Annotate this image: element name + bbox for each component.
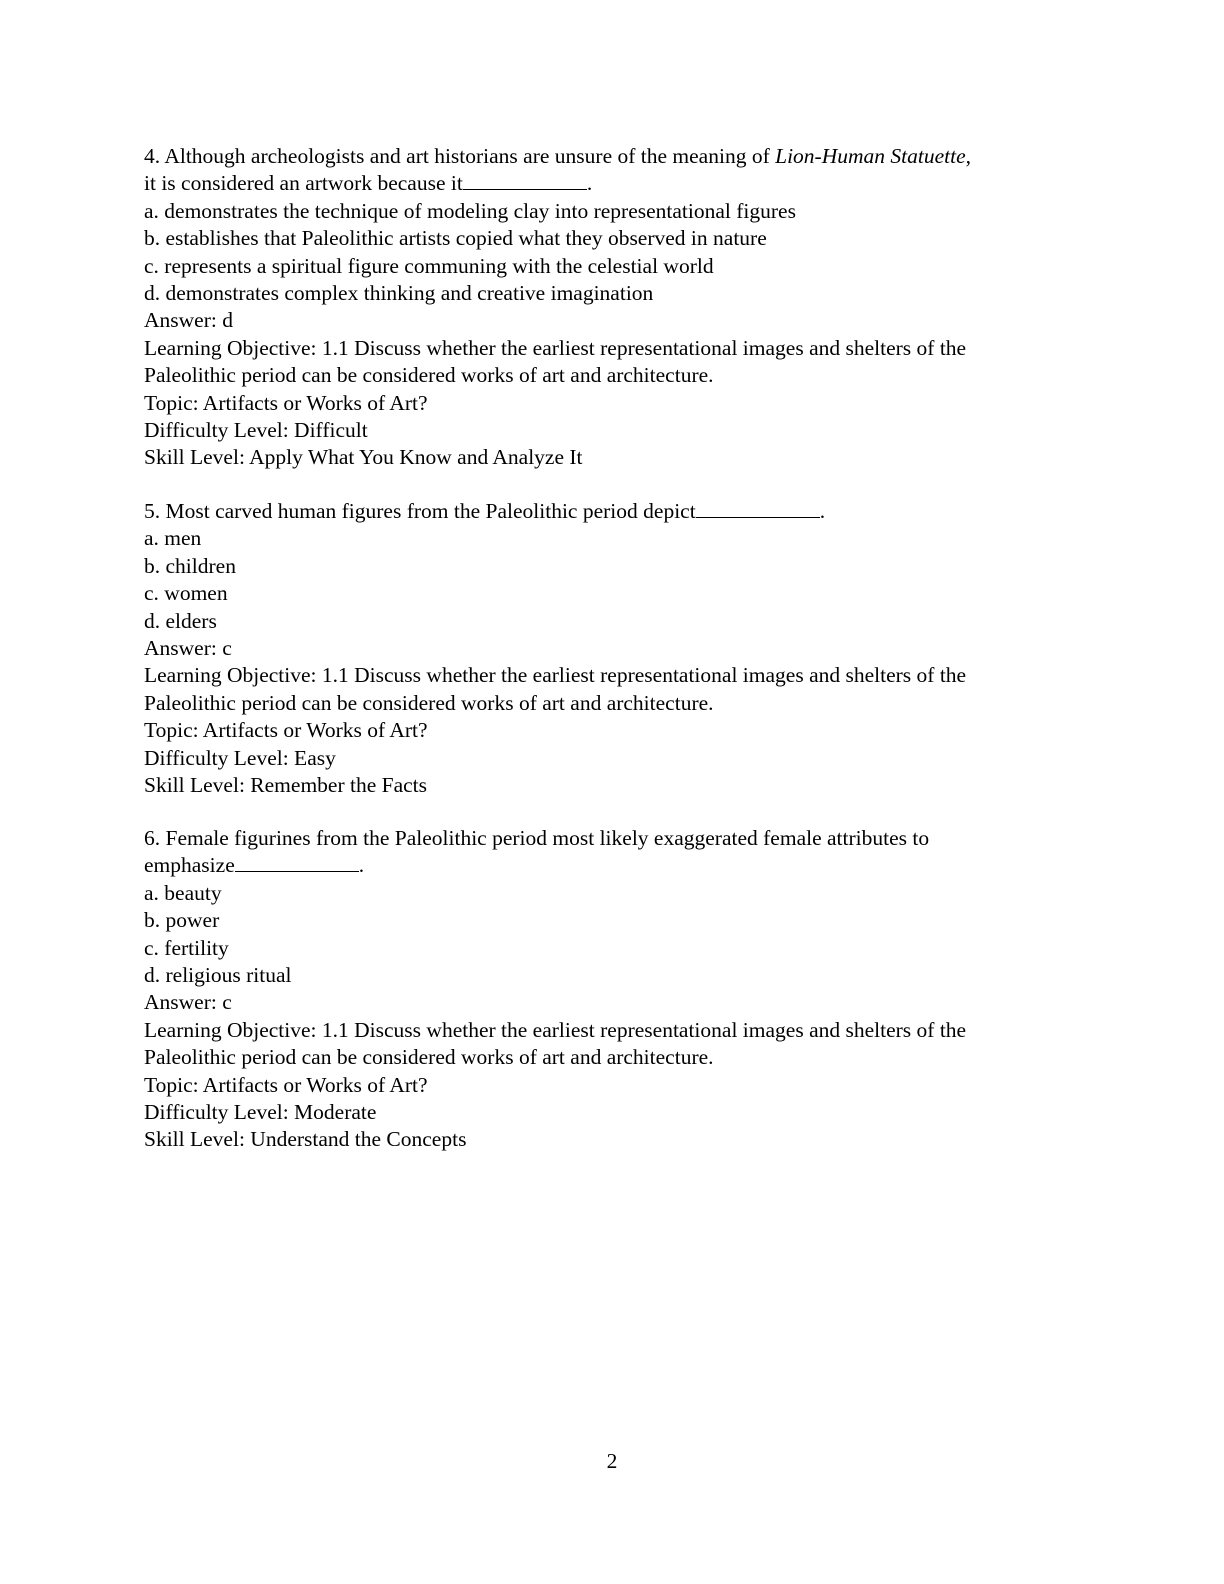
learning-objective-continued: Paleolithic period can be considered works of art and architecture. [144, 1045, 714, 1070]
question-stem: 4. Although archeologists and art historians are unsure of the meaning of Lion-Human Statuette, [144, 144, 971, 168]
option-d: d. religious ritual [144, 963, 292, 988]
option-a: a. beauty [144, 880, 222, 905]
option-c: c. fertility [144, 935, 229, 960]
question-stem: 5. Most carved human figures from the Paleolithic period depict . [144, 499, 826, 523]
question-6 [144, 825, 1084, 1154]
option-c: c. women [144, 581, 228, 606]
option-b: b. power [144, 908, 220, 933]
answer: Answer: c [144, 990, 232, 1015]
page-number: 2 [606, 1449, 618, 1473]
question-5 [144, 498, 1084, 799]
question-4 [144, 143, 1084, 472]
learning-objective-continued: Paleolithic period can be considered works of art and architecture. [144, 363, 714, 388]
option-c: c. represents a spiritual figure communing with the celestial world [144, 253, 714, 278]
answer-blank [696, 498, 820, 518]
question-stem-continued: it is considered an artwork because it . [144, 171, 593, 196]
option-d: d. elders [144, 608, 217, 633]
answer-blank [235, 852, 359, 872]
topic: Topic: Artifacts or Works of Art? [144, 718, 428, 743]
difficulty-level: Difficulty Level: Easy [144, 745, 336, 770]
topic: Topic: Artifacts or Works of Art? [144, 1072, 428, 1097]
question-stem-continued: emphasize . [144, 853, 365, 878]
topic: Topic: Artifacts or Works of Art? [144, 390, 428, 415]
option-b: b. establishes that Paleolithic artists copied what they observed in nature [144, 226, 767, 251]
skill-level: Skill Level: Understand the Concepts [144, 1127, 467, 1152]
question-stem: 6. Female figurines from the Paleolithic period most likely exaggerated female attributes to [144, 826, 930, 850]
artwork-title: Lion-Human Statuette [775, 144, 966, 168]
skill-level: Skill Level: Remember the Facts [144, 773, 428, 798]
answer: Answer: d [144, 308, 233, 333]
answer: Answer: c [144, 636, 232, 661]
option-a: a. demonstrates the technique of modeling clay into representational figures [144, 198, 796, 223]
option-b: b. children [144, 553, 236, 578]
skill-level: Skill Level: Apply What You Know and Analyze It [144, 445, 583, 470]
option-d: d. demonstrates complex thinking and creative imagination [144, 281, 654, 306]
difficulty-level: Difficulty Level: Difficult [144, 418, 368, 443]
difficulty-level: Difficulty Level: Moderate [144, 1100, 377, 1125]
learning-objective-continued: Paleolithic period can be considered works of art and architecture. [144, 690, 714, 715]
option-a: a. men [144, 526, 202, 551]
learning-objective: Learning Objective: 1.1 Discuss whether the earliest representational images and shelters of the [144, 335, 967, 360]
answer-blank [463, 170, 587, 190]
learning-objective: Learning Objective: 1.1 Discuss whether the earliest representational images and shelters of the [144, 1017, 967, 1042]
learning-objective: Learning Objective: 1.1 Discuss whether the earliest representational images and shelters of the [144, 663, 967, 688]
